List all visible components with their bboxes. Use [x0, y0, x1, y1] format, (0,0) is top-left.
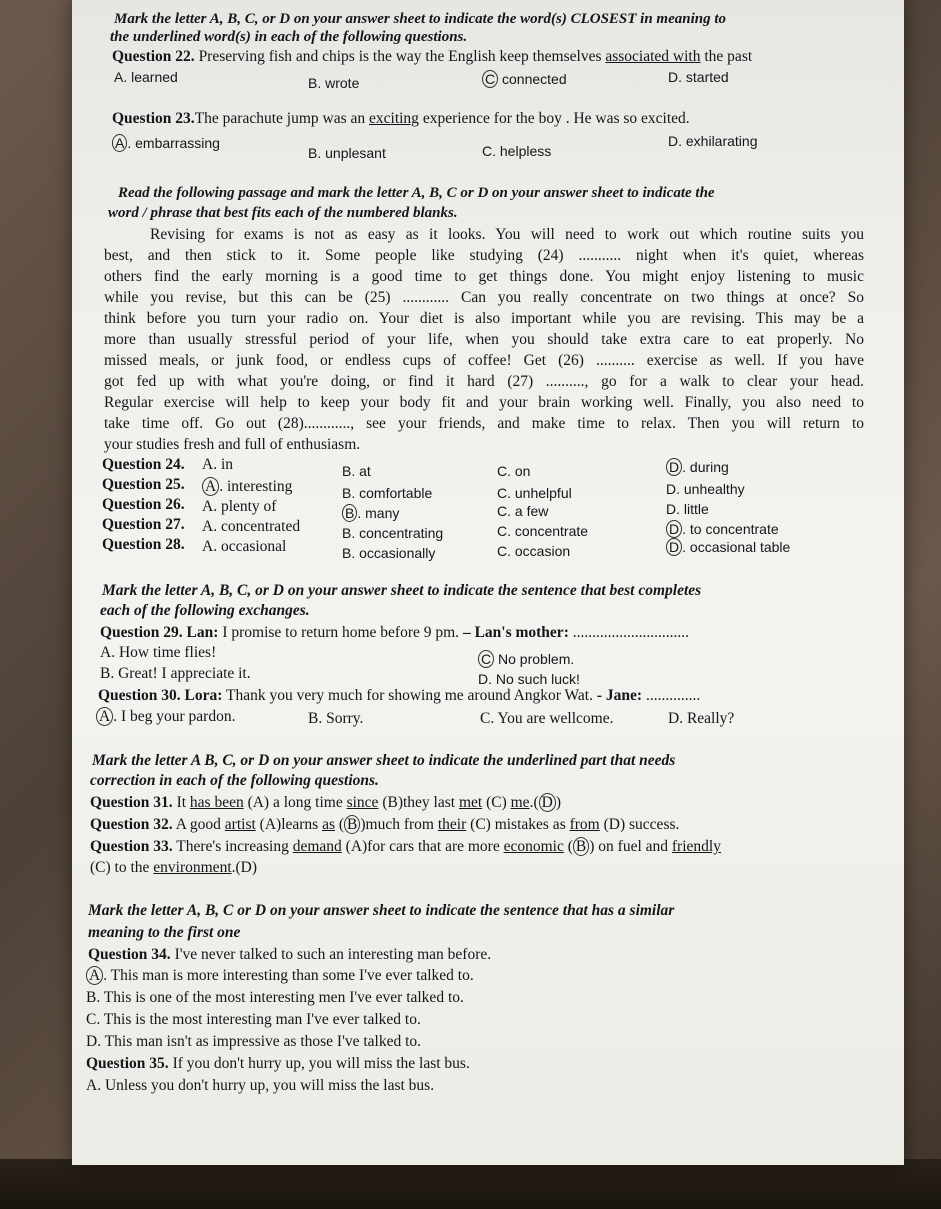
q32-text: )much from: [360, 816, 438, 833]
q25-option-d: D. unhealthy: [666, 481, 745, 497]
q32-underlined-d: from: [569, 816, 600, 833]
q27-option-d-text: . to concentrate: [682, 521, 779, 537]
q32-underlined-b: as: [322, 816, 335, 833]
question-33-line2: [90, 859, 257, 877]
q30-option-a: [96, 708, 235, 726]
q31-text: (C): [482, 794, 511, 811]
q32-text: A good: [172, 816, 225, 833]
q33-text: (C) to the: [90, 859, 154, 876]
exam-sheet: [72, 0, 904, 1165]
q30-blank: ..............: [642, 687, 701, 704]
q29-option-b: B. Great! I appreciate it.: [100, 665, 251, 682]
q23-label: Question 23.: [112, 110, 195, 127]
q28-option-d-text: . occasional table: [682, 539, 791, 555]
q27-option-d: [666, 520, 779, 538]
q23-option-a-text: . embarrassing: [127, 135, 220, 151]
q23-option-d: D. exhilarating: [668, 133, 758, 149]
q29-answer-mark: C: [478, 650, 494, 668]
q32-text: (: [335, 816, 345, 833]
question-22: [112, 48, 752, 66]
question-34: [88, 946, 491, 964]
passage-line: your studies fresh and full of enthusiasm.: [104, 436, 361, 453]
q22-underlined: associated with: [605, 48, 701, 65]
q30-text: Thank you very much for showing me around Angkor Wat.: [222, 687, 597, 704]
q28-option-a: A. occasional: [202, 538, 287, 555]
q33-underlined-a: demand: [292, 838, 342, 855]
q22-option-d: D. started: [668, 69, 729, 85]
q25-label: Question 25.: [102, 476, 185, 493]
q35-label: Question 35.: [86, 1055, 169, 1072]
q32-underlined-c: their: [437, 816, 467, 833]
q29-text: I promise to return home before 9 pm.: [218, 624, 463, 641]
q33-underlined-b: economic: [503, 838, 564, 855]
q26-option-b: [342, 504, 399, 522]
section1-instruction: Mark the letter A, B, C, or D on your answer sheet to indicate the word(s) CLOSEST in meaning to: [114, 11, 727, 27]
section4-instruction: Mark the letter A B, C, or D on your answer sheet to indicate the underlined part that needs: [92, 752, 676, 769]
q28-label: Question 28.: [102, 536, 185, 553]
q26-option-c: C. a few: [497, 503, 549, 519]
question-35: [86, 1055, 470, 1073]
q29-option-c: [478, 650, 574, 668]
q30-answer-mark: A: [96, 707, 113, 726]
q34-option-a-text: . This man is more interesting than some I've ever talked to.: [103, 967, 474, 984]
passage-line: more than usually stressful period of your life, when you should take extra care to eat properly. No: [104, 331, 864, 348]
q27-label: Question 27.: [102, 516, 185, 533]
q30-option-a-text: . I beg your pardon.: [113, 708, 236, 725]
q27-option-a: A. concentrated: [202, 518, 301, 535]
q27-option-b: B. concentrating: [342, 525, 444, 541]
q30-speaker: - Jane:: [596, 687, 643, 704]
q31-underlined-b: since: [346, 794, 379, 811]
q32-text: (A)learns: [255, 816, 323, 833]
q34-option-c: C. This is the most interesting man I've ever talked to.: [86, 1011, 421, 1028]
q22-text-end: the past: [700, 48, 753, 65]
q24-answer-mark: D: [666, 458, 682, 476]
q29-label: Question 29. Lan:: [100, 624, 219, 641]
q33-text: ) on fuel and: [589, 838, 672, 855]
q24-option-a: A. in: [202, 456, 233, 473]
q22-option-c: [482, 70, 567, 88]
q34-option-a: [86, 967, 474, 985]
q26-option-b-text: . many: [357, 505, 400, 521]
q32-text: (D) success.: [599, 816, 680, 833]
section2-instruction: Read the following passage and mark the letter A, B, C or D on your answer sheet to indicate the: [118, 185, 715, 201]
q34-answer-mark: A: [86, 966, 103, 985]
q23-underlined: exciting: [369, 110, 419, 127]
q30-label: Question 30. Lora:: [98, 687, 223, 704]
q23-text: The parachute jump was an: [194, 110, 369, 127]
question-31: [90, 794, 561, 812]
passage-line: take time off. Go out (28)............, see your friends, and make time to relax. Then you will return to: [104, 415, 864, 432]
q33-text: (A)for cars that are more: [341, 838, 504, 855]
question-29: [100, 624, 689, 642]
q26-answer-mark: B: [342, 504, 357, 522]
q35-option-a: A. Unless you don't hurry up, you will miss the last bus.: [86, 1077, 435, 1094]
q25-option-c: C. unhelpful: [497, 485, 572, 501]
section4-instruction-line2: correction in each of the following questions.: [90, 772, 379, 789]
q33-text: There's increasing: [172, 838, 293, 855]
q32-text: (C) mistakes as: [466, 816, 570, 833]
q28-option-c: C. occasion: [497, 543, 571, 559]
q25-option-b: B. comfortable: [342, 485, 433, 501]
q31-underlined-d: me: [510, 794, 530, 811]
q24-option-d-text: . during: [682, 459, 729, 475]
question-32: [90, 816, 679, 834]
q24-option-c: C. on: [497, 463, 531, 479]
q33-answer-mark: B: [573, 837, 589, 856]
q29-blank: ..............................: [568, 624, 689, 641]
q31-text: ): [555, 794, 561, 811]
q22-option-a: A. learned: [114, 69, 178, 85]
q22-text: Preserving fish and chips is the way the English keep themselves: [194, 48, 606, 65]
section5-instruction: Mark the letter A, B, C or D on your answer sheet to indicate the sentence that has a similar: [88, 902, 675, 919]
q22-option-c-text: connected: [498, 71, 567, 87]
q32-underlined-a: artist: [224, 816, 256, 833]
q23-answer-mark: A: [112, 134, 127, 152]
q34-text: I've never talked to such an interesting man before.: [170, 946, 492, 963]
q31-text: (A) a long time: [243, 794, 347, 811]
q30-option-d: D. Really?: [668, 710, 735, 727]
q25-option-a-text: . interesting: [219, 478, 293, 495]
q24-option-d: [666, 458, 729, 476]
q27-answer-mark: D: [666, 520, 682, 538]
q31-answer-mark: D: [539, 793, 556, 812]
q26-option-d: D. little: [666, 501, 709, 517]
q29-option-d: D. No such luck!: [478, 671, 580, 687]
q28-option-b: B. occasionally: [342, 545, 436, 561]
section3-instruction: Mark the letter A, B, C, or D on your answer sheet to indicate the sentence that best completes: [102, 582, 702, 599]
q29-option-c-text: No problem.: [494, 651, 575, 667]
q29-option-a: A. How time flies!: [100, 644, 217, 661]
q30-option-b: B. Sorry.: [308, 710, 364, 727]
passage-line: best, and then stick to it. Some people like studying (24) ........... night when it's quiet, whereas: [104, 247, 864, 264]
q33-text: .(D): [231, 859, 258, 876]
passage-line: missed meals, or junk food, or endless cups of coffee! Get (26) .......... exercise as well. If you have: [104, 352, 864, 369]
q32-answer-mark: B: [344, 815, 360, 834]
q33-underlined-c: friendly: [671, 838, 721, 855]
q26-option-a: A. plenty of: [202, 498, 277, 515]
q29-speaker: – Lan's mother:: [462, 624, 569, 641]
q23-option-a: [112, 134, 220, 152]
q27-option-c: C. concentrate: [497, 523, 589, 539]
question-30: [98, 687, 700, 705]
q25-option-a: [202, 478, 292, 496]
q31-text: .(: [529, 794, 539, 811]
q31-label: Question 31.: [90, 794, 173, 811]
q23-option-c: C. helpless: [482, 143, 552, 159]
q28-option-d: [666, 538, 790, 556]
q24-option-b: B. at: [342, 463, 371, 479]
q31-text: (B)they last: [378, 794, 459, 811]
q25-answer-mark: A: [202, 477, 219, 496]
passage-line: while you revise, but this can be (25) ............ Can you really concentrate on two things at once? So: [104, 289, 864, 306]
q33-underlined-d: environment: [153, 859, 232, 876]
q33-text: (: [563, 838, 573, 855]
q31-underlined-a: has been: [189, 794, 244, 811]
q31-text: It: [172, 794, 190, 811]
passage-line: Revising for exams is not as easy as it looks. You will need to work out which routine suits you: [150, 226, 864, 243]
q24-label: Question 24.: [102, 456, 185, 473]
passage-line: got fed up with what you're doing, or find it hard (27) .........., go for a walk to clear your head.: [104, 373, 864, 390]
section3-instruction-line2: each of the following exchanges.: [100, 602, 310, 619]
q22-label: Question 22.: [112, 48, 195, 65]
q35-text: If you don't hurry up, you will miss the last bus.: [168, 1055, 470, 1072]
q26-label: Question 26.: [102, 496, 185, 513]
q23-text-end: experience for the boy . He was so excited.: [418, 110, 690, 127]
q23-option-b: B. unplesant: [308, 145, 386, 161]
passage-line: Regular exercise will help to keep your body fit and your brain working well. Finally, you also need to: [104, 394, 864, 411]
section2-instruction-line2: word / phrase that best fits each of the numbered blanks.: [108, 205, 458, 221]
q31-underlined-c: met: [458, 794, 483, 811]
question-33: [90, 838, 721, 856]
exam-paper: [72, 0, 904, 1165]
q22-option-b: B. wrote: [308, 75, 360, 91]
q33-label: Question 33.: [90, 838, 173, 855]
q34-option-b: B. This is one of the most interesting men I've ever talked to.: [86, 989, 464, 1006]
q34-option-d: D. This man isn't as impressive as those I've talked to.: [86, 1033, 422, 1050]
q22-answer-mark: C: [482, 70, 498, 88]
q32-label: Question 32.: [90, 816, 173, 833]
q34-label: Question 34.: [88, 946, 171, 963]
q30-option-c: C. You are wellcome.: [480, 710, 614, 727]
section5-instruction-line2: meaning to the first one: [88, 924, 241, 941]
section1-instruction-line2: the underlined word(s) in each of the following questions.: [110, 29, 468, 45]
passage-line: think before you turn your radio on. Your diet is also important while you are revising. This may be a: [104, 310, 864, 327]
q28-answer-mark: D: [666, 538, 682, 556]
photo-background: [0, 1159, 941, 1209]
passage-line: others find the early morning is a good time to get things done. You might enjoy listening to music: [104, 268, 864, 285]
question-23: [112, 110, 690, 128]
